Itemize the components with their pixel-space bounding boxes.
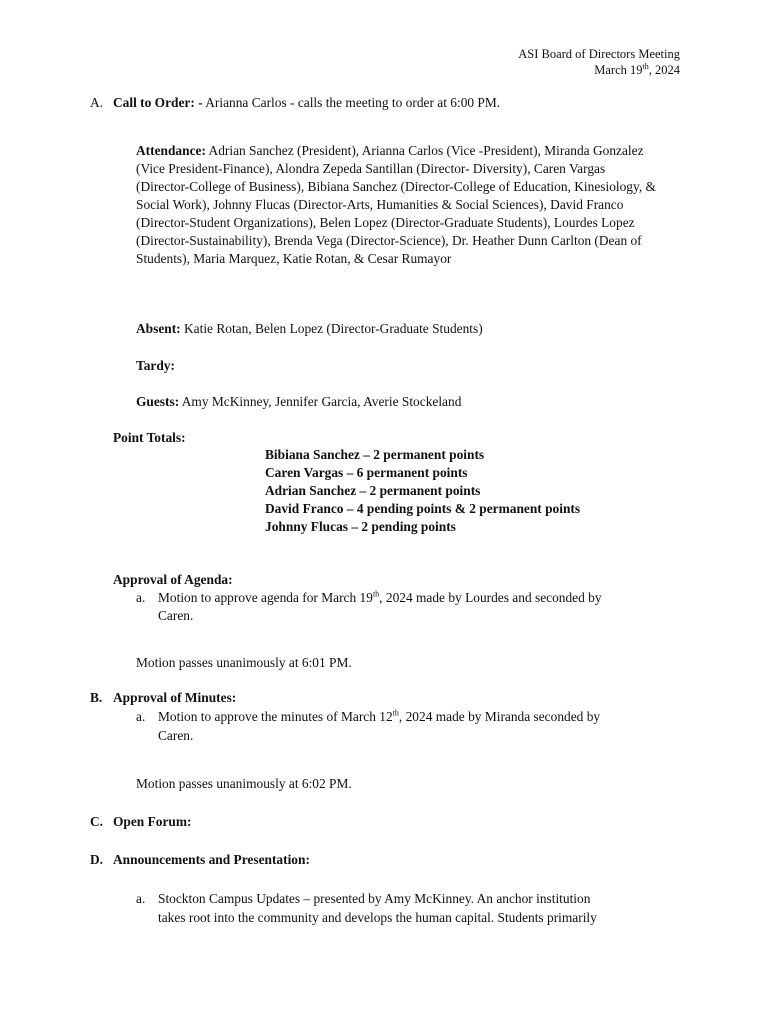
announcement-line-1: Stockton Campus Updates – presented by Amy McKinney. An anchor institution — [158, 891, 591, 906]
list-item: Bibiana Sanchez – 2 permanent points — [265, 447, 485, 462]
announcement-item-letter: a. — [136, 891, 146, 906]
section-a-letter: A. — [90, 95, 104, 110]
header-title: ASI Board of Directors Meeting — [518, 47, 680, 61]
guests-line: Guests: Amy McKinney, Jennifer Garcia, Averie Stockeland — [136, 394, 462, 409]
attendance-paragraph: Attendance: Adrian Sanchez (President), Arianna Carlos (Vice -President), Miranda Gonzalez (Vice President-Finance), Alondra Zepeda Santillan (Director- Diversity), Caren Vargas (Director-College of Business), Bibiana Sanchez (Director-College of Education, Kinesiology, & Social Work), Johnny Flucas (Director-Arts, Humanities & Social Sciences), David Franco (Director-Student Organizations), Belen Lopez (Director-Graduate Students), Lourdes Lopez (Director-Sustainability), Brenda Vega (Director-Science), Dr. Heather Dunn Carlton (Dean of Students), Maria Marquez, Katie Rotan, & Cesar Rumayor — [136, 143, 656, 266]
minutes-result: Motion passes unanimously at 6:02 PM. — [136, 776, 352, 791]
minutes-item-letter: a. — [136, 709, 146, 724]
point-totals-list — [265, 446, 580, 536]
announcements-heading: Announcements and Presentation: — [113, 852, 310, 867]
section-d-letter: D. — [90, 852, 104, 867]
agenda-motion-cont: Caren. — [158, 608, 194, 623]
agenda-item-letter: a. — [136, 590, 146, 605]
minutes-motion-cont: Caren. — [158, 728, 194, 743]
agenda-result: Motion passes unanimously at 6:01 PM. — [136, 655, 352, 670]
list-item: Johnny Flucas – 2 pending points — [265, 519, 456, 534]
announcement-line-2: takes root into the community and develops the human capital. Students primarily — [158, 910, 597, 925]
section-a-heading: Call to Order: - Arianna Carlos - calls the meeting to order at 6:00 PM. — [113, 95, 501, 110]
absent-line: Absent: Katie Rotan, Belen Lopez (Director-Graduate Students) — [136, 321, 483, 336]
list-item: David Franco – 4 pending points & 2 permanent points — [265, 501, 581, 516]
list-item: Adrian Sanchez – 2 permanent points — [265, 483, 481, 498]
list-item: Caren Vargas – 6 permanent points — [265, 465, 468, 480]
point-totals-label: Point Totals: — [113, 430, 186, 445]
tardy-label: Tardy: — [136, 358, 175, 373]
approval-of-agenda-heading: Approval of Agenda: — [113, 572, 233, 587]
approval-of-minutes-heading: Approval of Minutes: — [113, 690, 237, 705]
section-c-letter: C. — [90, 814, 104, 829]
open-forum-heading: Open Forum: — [113, 814, 192, 829]
document-header — [518, 46, 680, 78]
minutes-motion: Motion to approve the minutes of March 12th, 2024 made by Miranda seconded by — [158, 708, 601, 724]
section-b-letter: B. — [90, 690, 103, 705]
agenda-motion: Motion to approve agenda for March 19th, 2024 made by Lourdes and seconded by — [158, 589, 602, 605]
header-date: March 19th, 2024 — [594, 61, 680, 77]
